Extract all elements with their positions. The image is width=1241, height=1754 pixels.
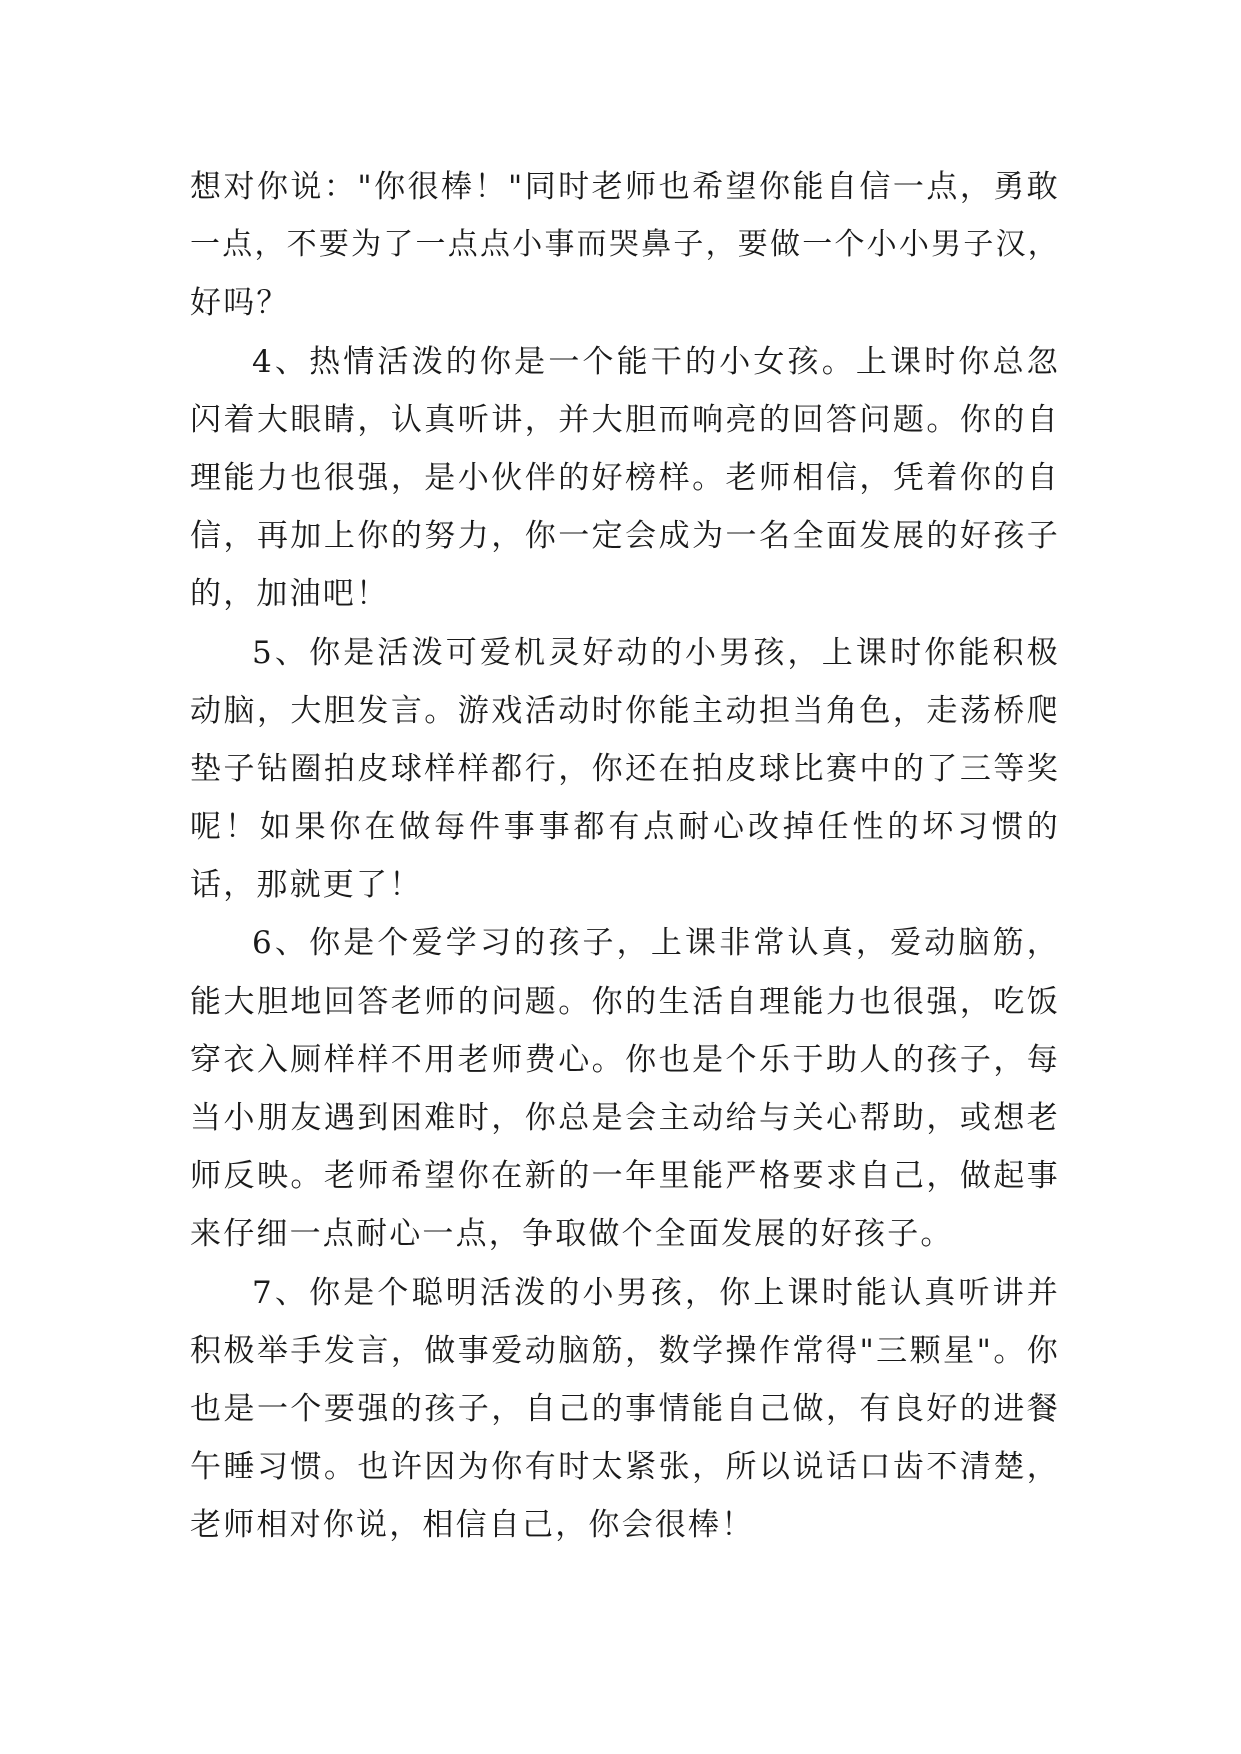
paragraph-first-line: 5、你是活泼可爱机灵好动的小男孩，上课时你能积极 xyxy=(252,634,1060,671)
text-line: 信，再加上你的努力，你一定会成为一名全面发展的好孩子 xyxy=(190,518,1060,555)
text-line: 动脑，大胆发言。游戏活动时你能主动担当角色，走荡桥爬 xyxy=(190,692,1060,729)
paragraph-first-line: 7、你是个聪明活泼的小男孩，你上课时能认真听讲并 xyxy=(252,1274,1060,1311)
text-line: 呢！如果你在做每件事事都有点耐心改掉任性的坏习惯的 xyxy=(190,809,1060,846)
text-line: 垫子钻圈拍皮球样样都行，你还在拍皮球比赛中的了三等奖 xyxy=(190,750,1060,787)
text-line: 的，加油吧！ xyxy=(190,576,390,613)
text-line: 当小朋友遇到困难时，你总是会主动给与关心帮助，或想老 xyxy=(190,1100,1060,1136)
text-line: 好吗？ xyxy=(190,285,290,322)
text-line: 话，那就更了！ xyxy=(190,867,423,904)
body-text xyxy=(190,158,1060,1555)
text-line: 理能力也很强，是小伙伴的好榜样。老师相信，凭着你的自 xyxy=(190,459,1060,496)
text-line: 午睡习惯。也许因为你有时太紧张，所以说话口齿不清楚， xyxy=(190,1449,1060,1486)
text-line: 闪着大眼睛，认真听讲，并大胆而响亮的回答问题。你的自 xyxy=(190,401,1060,438)
text-line: 也是一个要强的孩子，自己的事情能自己做，有良好的进餐 xyxy=(190,1390,1060,1427)
text-line: 想对你说："你很棒！"同时老师也希望你能自信一点，勇敢 xyxy=(190,169,1060,205)
paragraph-first-line: 4、热情活泼的你是一个能干的小女孩。上课时你总忽 xyxy=(252,343,1060,380)
text-line: 老师相对你说，相信自己，你会很棒！ xyxy=(190,1507,755,1544)
text-line: 积极举手发言，做事爱动脑筋，数学操作常得"三颗星"。你 xyxy=(190,1332,1060,1369)
text-line: 来仔细一点耐心一点，争取做个全面发展的好孩子。 xyxy=(190,1216,954,1253)
text-line: 师反映。老师希望你在新的一年里能严格要求自己，做起事 xyxy=(190,1158,1060,1195)
text-line: 能大胆地回答老师的问题。你的生活自理能力也很强，吃饭 xyxy=(190,983,1060,1020)
text-line: 一点，不要为了一点点小事而哭鼻子，要做一个小小男子汉， xyxy=(190,227,1060,263)
text-line: 穿衣入厕样样不用老师费心。你也是个乐于助人的孩子，每 xyxy=(190,1041,1060,1078)
paragraph-first-line: 6、你是个爱学习的孩子，上课非常认真，爱动脑筋， xyxy=(252,925,1060,962)
